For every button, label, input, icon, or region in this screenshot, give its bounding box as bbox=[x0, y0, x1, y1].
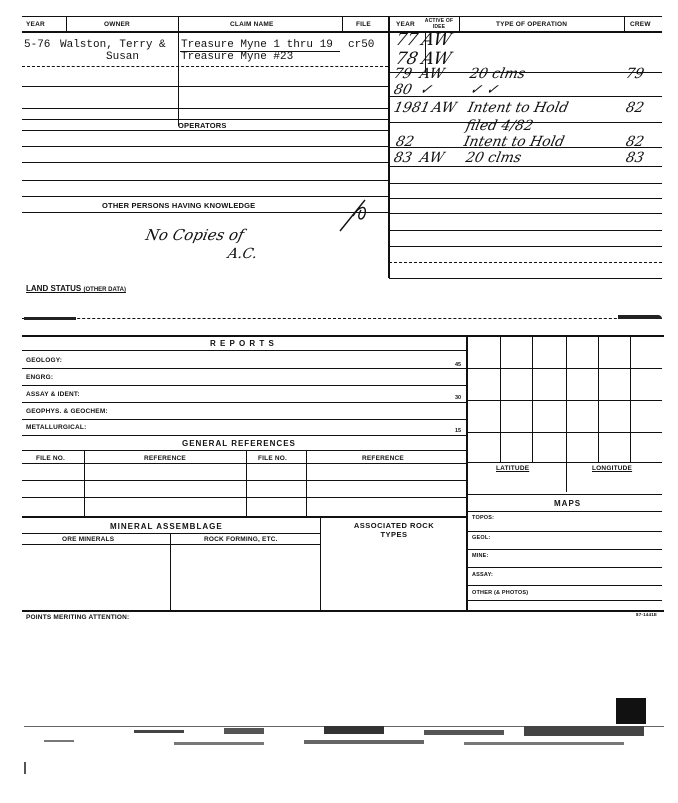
entry-owner-line2: Susan bbox=[106, 51, 140, 63]
div-active-type bbox=[459, 16, 460, 32]
entry-owner-line1: Walston, Terry & bbox=[60, 39, 166, 51]
associated-rock-types: ASSOCIATED ROCK TYPES bbox=[353, 521, 435, 539]
scan-artifact-right bbox=[618, 315, 662, 319]
maps-title-rule bbox=[467, 511, 662, 512]
maps-row-4 bbox=[467, 585, 662, 586]
maps-top-rule bbox=[467, 494, 662, 495]
reports-top-rule bbox=[22, 335, 664, 337]
operators-rule-top bbox=[22, 119, 388, 120]
maps-mine: MINE: bbox=[472, 553, 489, 559]
op-3-text: ✓ ✓ bbox=[468, 82, 500, 98]
grid-v-5 bbox=[630, 335, 631, 462]
gr-row-2 bbox=[22, 497, 466, 498]
op-0-initials: AW bbox=[419, 30, 454, 50]
header-active-of-idee: ACTIVE OF IDEE bbox=[424, 18, 454, 30]
scan-artifact-left bbox=[24, 317, 76, 320]
op-1-initials: AW bbox=[419, 49, 454, 69]
gr-bottom-rule bbox=[22, 516, 466, 518]
op-rule-h bbox=[389, 213, 662, 214]
div-year-owner bbox=[66, 16, 67, 32]
maps-row-5 bbox=[467, 600, 662, 601]
grid-v-3 bbox=[566, 335, 567, 462]
handwritten-note-line2: A.C. bbox=[226, 246, 259, 262]
reports-row-rule-1 bbox=[22, 368, 466, 369]
op-7-initials: AW bbox=[418, 150, 446, 166]
latlong-divider bbox=[566, 462, 567, 492]
operators-label: OPERATORS bbox=[178, 121, 227, 130]
reports-title-rule bbox=[22, 350, 466, 351]
maps-row-1 bbox=[467, 531, 662, 532]
grid-h-1 bbox=[467, 368, 662, 369]
land-status-sub: (OTHER DATA) bbox=[83, 287, 126, 293]
reports-row-rule-5 bbox=[22, 435, 466, 436]
mineral-title: MINERAL ASSEMBLAGE bbox=[110, 522, 223, 531]
op-4-initials: AW bbox=[430, 100, 458, 116]
header-crew: CREW bbox=[630, 21, 651, 28]
land-status-label bbox=[26, 284, 126, 293]
header-year-2: YEAR bbox=[396, 21, 415, 28]
maps-row-3 bbox=[467, 567, 662, 568]
op-1-year: 78 bbox=[393, 49, 420, 69]
gr-div-1 bbox=[84, 450, 85, 516]
gr-row-1 bbox=[22, 480, 466, 481]
op-0-year: 77 bbox=[393, 30, 420, 50]
row-rule-2 bbox=[22, 86, 388, 87]
div-type-crew bbox=[624, 16, 625, 32]
general-references-title: GENERAL REFERENCES bbox=[182, 439, 296, 448]
entry-claim-line2: Treasure Myne #23 bbox=[181, 51, 294, 63]
op-4-crew: 82 bbox=[624, 100, 646, 116]
op-rule-i bbox=[389, 230, 662, 231]
points-meriting-label: POINTS MERITING ATTENTION: bbox=[26, 614, 130, 621]
claim-underline bbox=[180, 51, 340, 52]
op-rule-k bbox=[389, 262, 662, 263]
initials-scribble bbox=[335, 196, 375, 236]
gr-col-reference-1: REFERENCE bbox=[144, 455, 186, 462]
reports-geology: GEOLOGY: bbox=[26, 357, 63, 364]
maps-row-2 bbox=[467, 549, 662, 550]
op-7-crew: 83 bbox=[624, 150, 646, 166]
reports-title: R E P O R T S bbox=[210, 339, 275, 348]
op-3-year: 80 bbox=[392, 82, 414, 98]
op-rule-e bbox=[389, 166, 662, 167]
form-number: 87-1441E bbox=[636, 612, 658, 617]
grid-h-4 bbox=[467, 462, 662, 463]
maps-other: OTHER (& PHOTOS) bbox=[472, 590, 529, 596]
maps-assay: ASSAY: bbox=[472, 572, 494, 578]
general-references-rule bbox=[22, 450, 466, 451]
reports-row-rule-4 bbox=[22, 419, 466, 420]
grid-left-border bbox=[466, 335, 468, 610]
maps-geol: GEOL: bbox=[472, 535, 491, 541]
land-status-rule bbox=[22, 318, 662, 319]
maps-topos: TOPOS: bbox=[472, 515, 495, 521]
maps-title: MAPS bbox=[554, 499, 582, 508]
op-rule-f bbox=[389, 183, 662, 184]
header-claim-name: CLAIM NAME bbox=[230, 21, 274, 28]
reports-assay: ASSAY & IDENT: bbox=[26, 391, 80, 398]
associated-divider bbox=[320, 516, 321, 610]
grid-h-3 bbox=[467, 432, 662, 433]
op-2-crew: 79 bbox=[624, 66, 646, 82]
operators-row-2 bbox=[22, 162, 388, 163]
reports-row-rule-2 bbox=[22, 385, 466, 386]
div-claim-file bbox=[342, 16, 343, 32]
op-2-initials: AW bbox=[418, 66, 446, 82]
reports-row-rule-3 bbox=[22, 402, 466, 403]
gr-header-rule bbox=[22, 463, 466, 464]
op-6-text: Intent to Hold bbox=[462, 134, 566, 150]
entry-claim-line1: Treasure Myne 1 thru 19 bbox=[181, 39, 333, 51]
scan-noise bbox=[24, 690, 664, 790]
mineral-divider bbox=[170, 533, 171, 610]
op-rule-l bbox=[389, 278, 662, 279]
op-4-text: Intent to Hold bbox=[466, 100, 570, 116]
gr-div-2 bbox=[246, 450, 247, 516]
gr-div-3 bbox=[306, 450, 307, 516]
op-6-crew: 82 bbox=[624, 134, 646, 150]
op-5-text: filed 4/82 bbox=[464, 118, 535, 134]
gr-col-file-no-2: FILE NO. bbox=[258, 455, 288, 462]
entry-file: cr50 bbox=[348, 39, 375, 51]
handwritten-note-line1: No Copies of bbox=[144, 226, 246, 244]
operators-row-4 bbox=[22, 196, 388, 197]
operators-row-1 bbox=[22, 146, 388, 147]
other-persons-rule bbox=[22, 212, 388, 213]
reports-assay-num: 30 bbox=[455, 395, 462, 401]
gr-col-reference-2: REFERENCE bbox=[362, 455, 404, 462]
points-top-rule bbox=[22, 610, 664, 612]
entry-year: 5-76 bbox=[24, 39, 51, 51]
gr-col-file-no-1: FILE NO. bbox=[36, 455, 66, 462]
mineral-ore-label: ORE MINERALS bbox=[62, 536, 115, 543]
header-type-of-operation: TYPE OF OPERATION bbox=[496, 21, 568, 28]
op-6-year: 82 bbox=[394, 134, 416, 150]
op-4-year: 1981 bbox=[392, 100, 432, 116]
op-2-year: 79 bbox=[392, 66, 414, 82]
op-rule-j bbox=[389, 246, 662, 247]
op-2-text: 20 clms bbox=[468, 66, 527, 82]
reports-metallurgical: METALLURGICAL: bbox=[26, 424, 87, 431]
op-7-text: 20 clms bbox=[464, 150, 523, 166]
reports-engrg: ENGRG: bbox=[26, 374, 54, 381]
div-owner-claim bbox=[178, 16, 179, 126]
grid-v-1 bbox=[500, 335, 501, 462]
longitude-label: LONGITUDE bbox=[592, 465, 633, 472]
grid-v-4 bbox=[598, 335, 599, 462]
mineral-header-rule bbox=[22, 544, 320, 545]
op-7-year: 83 bbox=[392, 150, 414, 166]
operators-rule bbox=[22, 130, 388, 131]
op-rule-g bbox=[389, 198, 662, 199]
grid-h-2 bbox=[467, 400, 662, 401]
reports-geophys: GEOPHYS. & GEOCHEM: bbox=[26, 408, 108, 415]
reports-geology-num: 45 bbox=[455, 362, 462, 368]
mineral-title-rule bbox=[22, 533, 320, 534]
op-3-initials: ✓ bbox=[418, 82, 434, 98]
row-rule-3 bbox=[22, 108, 388, 109]
reports-metallurgical-num: 15 bbox=[455, 428, 462, 434]
other-persons-label: OTHER PERSONS HAVING KNOWLEDGE bbox=[102, 201, 256, 210]
latitude-label: LATITUDE bbox=[496, 465, 530, 472]
header-owner: OWNER bbox=[104, 21, 130, 28]
header-file: FILE bbox=[356, 21, 371, 28]
row-rule-1 bbox=[22, 66, 388, 67]
header-year: YEAR bbox=[26, 21, 45, 28]
operators-row-3 bbox=[22, 180, 388, 181]
grid-v-2 bbox=[532, 335, 533, 462]
land-status-title: LAND STATUS bbox=[26, 284, 82, 293]
mineral-rock-label: ROCK FORMING, ETC. bbox=[204, 536, 278, 543]
